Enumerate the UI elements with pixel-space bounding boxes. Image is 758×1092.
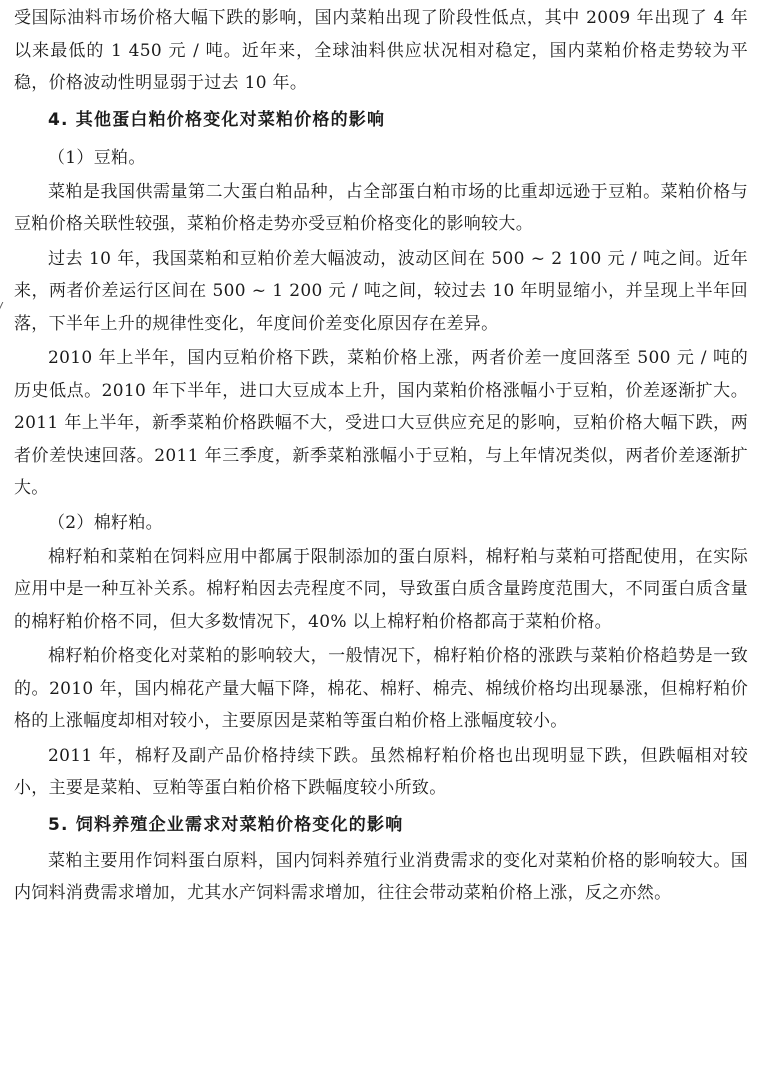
paragraph-intro: 受国际油料市场价格大幅下跌的影响，国内菜粕出现了阶段性低点，其中 2009 年出现了 4 年以来最低的 1 450 元 / 吨。近年来，全球油料供应状况相对稳定，国内菜粕价格走势较为平稳，价格波动性明显弱于过去 10 年。 bbox=[14, 8, 748, 93]
paragraph-cottonseed-2: 棉籽粕价格变化对菜粕的影响较大，一般情况下，棉籽粕价格的涨跌与菜粕价格趋势是一致的。2010 年，国内棉花产量大幅下降，棉花、棉籽、棉壳、棉绒价格均出现暴涨，但棉籽粕价格的上涨幅度却相对较小，主要原因是菜粕等蛋白粕价格上涨幅度较小。 bbox=[14, 646, 748, 731]
paragraph-cottonseed-3: 2011 年，棉籽及副产品价格持续下跌。虽然棉籽粕价格也出现明显下跌，但跌幅相对较小，主要是菜粕、豆粕等蛋白粕价格下跌幅度较小所致。 bbox=[14, 745, 748, 798]
paragraph-cottonseed-1: 棉籽粕和菜粕在饲料应用中都属于限制添加的蛋白原料，棉籽粕与菜粕可搭配使用，在实际应用中是一种互补关系。棉籽粕因去壳程度不同，导致蛋白质含量跨度范围大，不同蛋白质含量的棉籽粕价格不同，但大多数情况下，40% 以上棉籽粕价格都高于菜粕价格。 bbox=[14, 546, 748, 632]
section-heading-4: 4. 其他蛋白粕价格变化对菜粕价格的影响 bbox=[48, 109, 386, 130]
paragraph-soybean-2: 过去 10 年，我国菜粕和豆粕价差大幅波动，波动区间在 500 ~ 2 100 元 / 吨之间。近年来，两者价差运行区间在 500 ~ 1 200 元 / 吨之间，较过去 10 年明显缩小，并呈现上半年回落，下半年上升的规律性变化，年度间价差变化原因存在差异。 bbox=[14, 248, 748, 334]
paragraph-feed-demand: 菜粕主要用作饲料蛋白原料，国内饲料养殖行业消费需求的变化对菜粕价格的影响较大。国内饲料消费需求增加，尤其水产饲料需求增加，往往会带动菜粕价格上涨，反之亦然。 bbox=[14, 850, 748, 903]
margin-mark bbox=[0, 302, 11, 312]
section-heading-5: 5. 饲料养殖企业需求对菜粕价格变化的影响 bbox=[48, 814, 404, 835]
paragraph-soybean-3: 2010 年上半年，国内豆粕价格下跌，菜粕价格上涨，两者价差一度回落至 500 元 / 吨的历史低点。2010 年下半年，进口大豆成本上升，国内菜粕价格涨幅小于豆粕，价差逐渐扩大。2011 年上半年，新季菜粕价格跌幅不大，受进口大豆供应充足的影响，豆粕价格大幅下跌，两者价差快速回落。2011 年三季度，新季菜粕涨幅小于豆粕，与上年情况类似，两者价差逐渐扩大。 bbox=[14, 348, 748, 498]
subheading-cottonseed-meal: （2）棉籽粕。 bbox=[48, 512, 163, 533]
paragraph-soybean-1: 菜粕是我国供需量第二大蛋白粕品种，占全部蛋白粕市场的比重却远逊于豆粕。菜粕价格与豆粕价格关联性较强，菜粕价格走势亦受豆粕价格变化的影响较大。 bbox=[14, 181, 748, 234]
subheading-soybean-meal: （1）豆粕。 bbox=[48, 147, 146, 168]
